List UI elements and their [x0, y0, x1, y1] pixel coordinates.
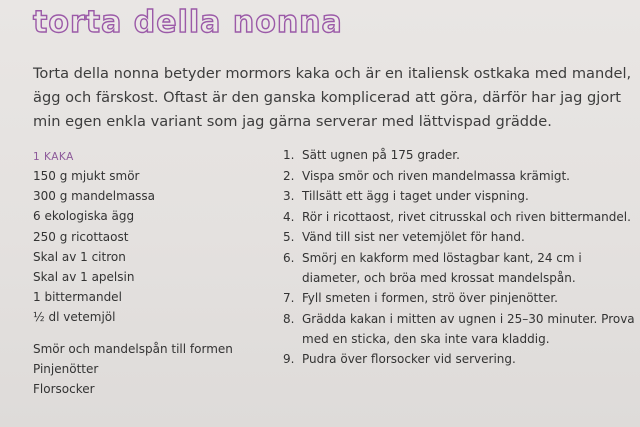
step-number: 4.	[283, 209, 295, 224]
ingredient-item: 1 bittermandel	[33, 290, 122, 305]
ingredients-section	[33, 148, 273, 399]
ingredient-item: ½ dl vetemjöl	[33, 310, 116, 325]
ingredient-item: Skal av 1 apelsin	[33, 269, 135, 284]
step-text: Rör i ricottaost, rivet citrusskal och riven bittermandel.	[302, 209, 631, 224]
step-number: 1.	[283, 148, 295, 162]
instruction-step	[283, 288, 639, 308]
step-number: 6.	[283, 250, 295, 265]
step-text: Vänd till sist ner vetemjölet för hand.	[302, 230, 525, 244]
instruction-step	[283, 227, 639, 247]
step-text: Fyll smeten i formen, strö över pinjenötter.	[302, 291, 558, 305]
instruction-step	[283, 166, 639, 186]
ingredients-list	[33, 166, 273, 328]
instructions-list	[283, 145, 639, 370]
step-text: Tillsätt ett ägg i taget under vispning.	[302, 189, 529, 203]
extra-ingredient-item: Pinjenötter	[33, 361, 99, 376]
step-number: 9.	[283, 352, 295, 366]
instruction-step	[283, 309, 639, 349]
step-text: Smörj en kakform med löstagbar kant, 24 cm i diameter, och bröa med krossat mandelspån.	[302, 250, 582, 285]
ingredient-item: 300 g mandelmassa	[33, 189, 156, 204]
step-number: 5.	[283, 230, 295, 244]
instruction-step	[283, 349, 639, 369]
ingredient-item: 250 g ricottaost	[33, 229, 129, 244]
extra-ingredient-item: Florsocker	[33, 381, 95, 396]
instruction-step	[283, 207, 639, 227]
step-text: Sätt ugnen på 175 grader.	[302, 148, 460, 162]
recipe-intro: Torta della nonna betyder mormors kaka och är en italiensk ostkaka med mandel, ägg och färskost. Oftast är den ganska komplicerad att göra, därför har jag gjort min egen enkla variant som jag gärna serverar med lättvispad grädde.	[33, 65, 632, 130]
extra-ingredient-item: Smör och mandelspån till formen	[33, 341, 233, 356]
extra-ingredients-list	[33, 339, 273, 400]
ingredient-item: 150 g mjukt smör	[33, 169, 140, 183]
step-number: 8.	[283, 311, 295, 326]
instruction-step	[283, 145, 639, 165]
step-number: 3.	[283, 189, 295, 203]
recipe-title: torta della nonna	[33, 5, 343, 40]
step-text: Grädda kakan i mitten av ugnen i 25–30 minuter. Prova med en sticka, den ska inte vara kladdig.	[302, 311, 635, 346]
step-number: 7.	[283, 291, 295, 305]
ingredient-item: 6 ekologiska ägg	[33, 209, 135, 224]
step-text: Pudra över florsocker vid servering.	[302, 352, 516, 366]
instruction-step	[283, 186, 639, 206]
ingredients-heading: 1 KAKA	[33, 151, 74, 163]
instruction-step	[283, 248, 639, 288]
step-number: 2.	[283, 168, 295, 183]
step-text: Vispa smör och riven mandelmassa krämigt.	[302, 168, 570, 183]
ingredient-item: Skal av 1 citron	[33, 249, 126, 264]
